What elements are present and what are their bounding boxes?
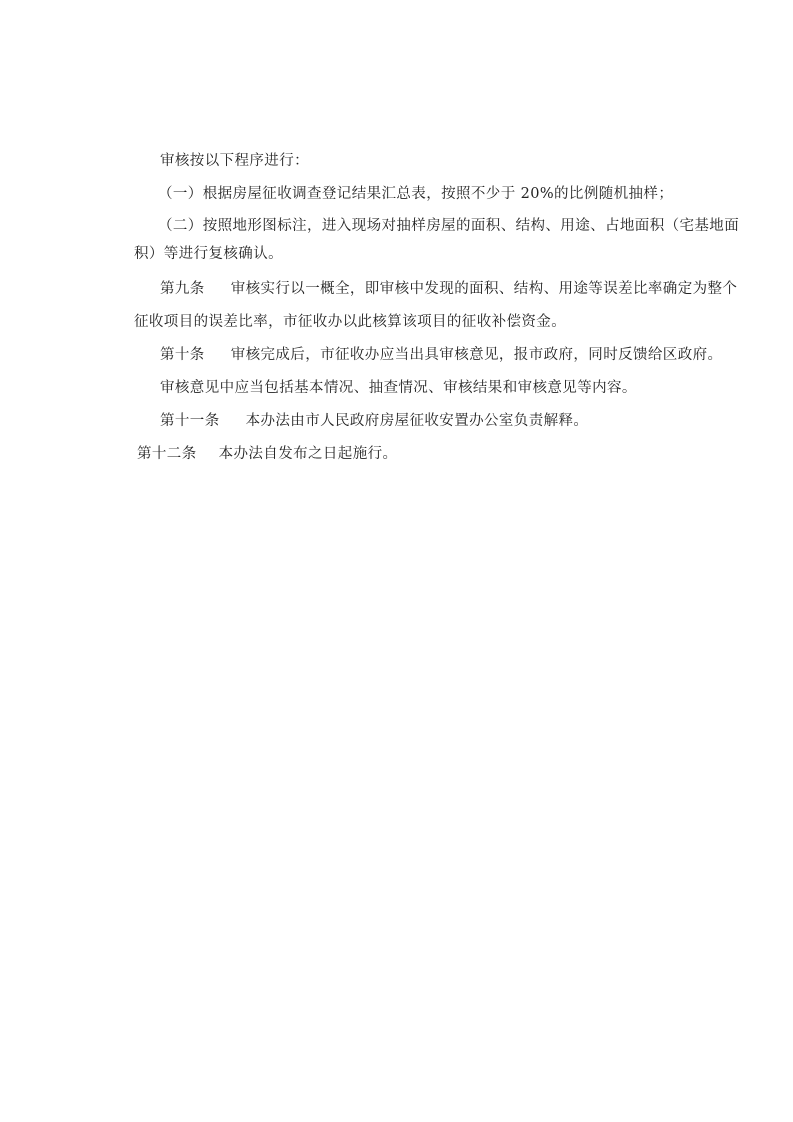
step-one: （一）根据房屋征收调查登记结果汇总表，按照不少于 20%的比例随机抽样； bbox=[158, 186, 674, 202]
article-12 bbox=[137, 444, 397, 464]
article-10-line-1 bbox=[160, 345, 722, 365]
article-12-text: 本办法自发布之日起施行。 bbox=[218, 446, 398, 462]
article-9-line-2: 征收项目的误差比率，市征收办以此核算该项目的征收补偿资金。 bbox=[134, 314, 567, 330]
article-11-text: 本办法由市人民政府房屋征收安置办公室负责解释。 bbox=[245, 413, 589, 429]
article-9-line-1 bbox=[160, 279, 737, 299]
step-two-line-2: 积）等进行复核确认。 bbox=[134, 246, 283, 262]
article-10-heading: 第十条 bbox=[160, 347, 205, 363]
step-two-line-1: （二）按照地形图标注，进入现场对抽样房屋的面积、结构、用途、占地面积（宅基地面 bbox=[158, 218, 740, 234]
article-11-heading: 第十一条 bbox=[160, 413, 220, 429]
article-12-heading: 第十二条 bbox=[137, 446, 197, 462]
article-11 bbox=[160, 411, 588, 431]
article-9-heading: 第九条 bbox=[160, 281, 205, 297]
article-10-line-2: 审核意见中应当包括基本情况、抽查情况、审核结果和审核意见等内容。 bbox=[160, 380, 637, 396]
article-10-text: 审核完成后，市征收办应当出具审核意见，报市政府，同时反馈给区政府。 bbox=[230, 347, 723, 363]
procedure-intro: 审核按以下程序进行： bbox=[160, 153, 309, 169]
article-9-text: 审核实行以一概全，即审核中发现的面积、结构、用途等误差比率确定为整个 bbox=[230, 281, 738, 297]
